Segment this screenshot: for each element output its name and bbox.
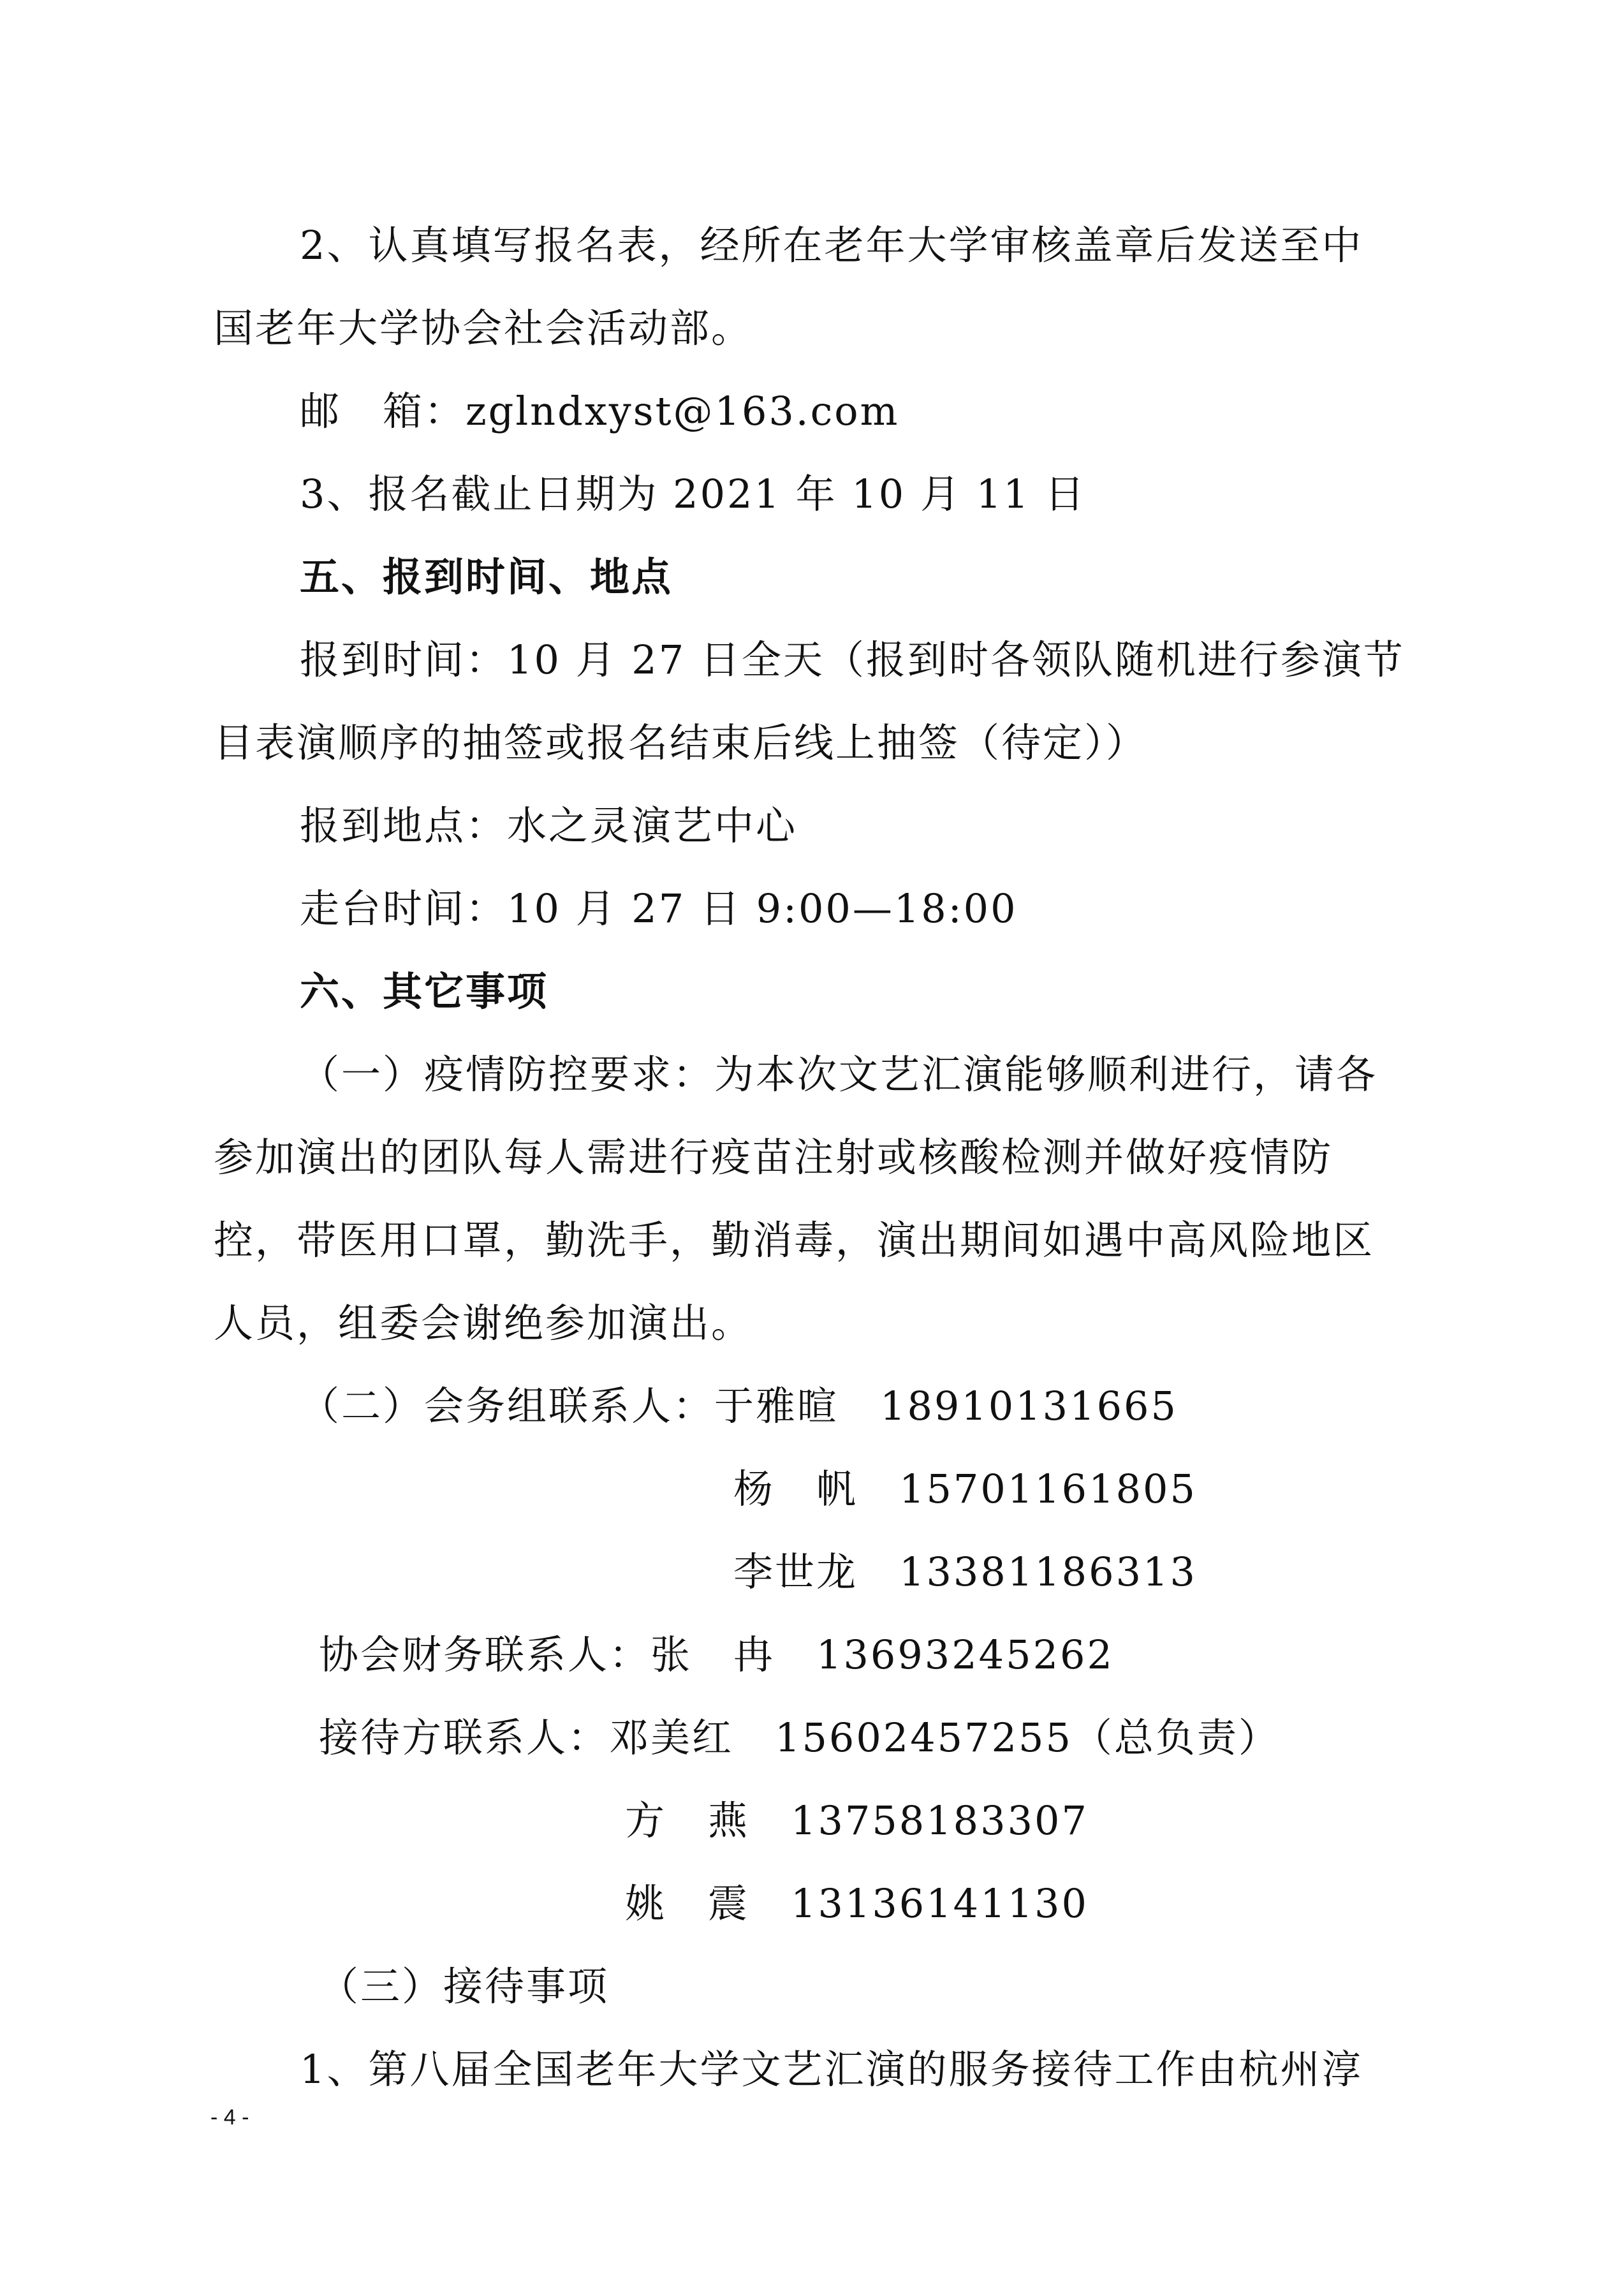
paragraph-line: 控，带医用口罩，勤洗手，勤消毒，演出期间如遇中高风险地区 [214,1217,1375,1263]
paragraph-line: 参加演出的团队每人需进行疫苗注射或核酸检测并做好疫情防 [214,1134,1333,1181]
contact-line: 接待方联系人：邓美红 15602457255（总负责） [319,1714,1280,1761]
paragraph-line: 人员，组委会谢绝参加演出。 [214,1300,753,1346]
paragraph-line: 目表演顺序的抽签或报名结束后线上抽签（待定）） [214,719,1148,766]
section-heading: 五、报到时间、地点 [300,554,673,600]
paragraph-line: 1、第八届全国老年大学文艺汇演的服务接待工作由杭州淳 [300,2046,1363,2093]
contact-line: 姚 震 13136141130 [625,1880,1089,1927]
contact-line: 方 燕 13758183307 [625,1797,1089,1844]
email-line: 邮 箱：zglndxyst@163.com [300,388,900,434]
page-number: - 4 - [210,2105,249,2130]
paragraph-line: 走台时间：10 月 27 日 9:00—18:00 [300,885,1018,932]
paragraph-line: 报到地点：水之灵演艺中心 [300,802,798,849]
contact-line: 李世龙 13381186313 [733,1549,1197,1595]
contact-line: 协会财务联系人：张 冉 13693245262 [319,1631,1114,1678]
contact-line: 杨 帆 15701161805 [733,1466,1197,1512]
paragraph-line: 国老年大学协会社会活动部。 [214,305,753,351]
section-heading: （三）接待事项 [319,1963,610,2010]
contact-line: （二）会务组联系人：于雅暄 18910131665 [300,1383,1178,1429]
deadline-line: 3、报名截止日期为 2021 年 10 月 11 日 [300,471,1087,517]
paragraph-line: （一）疫情防控要求：为本次文艺汇演能够顺利进行，请各 [300,1051,1378,1098]
paragraph-line: 报到时间：10 月 27 日全天（报到时各领队随机进行参演节 [300,637,1405,683]
section-heading: 六、其它事项 [300,968,549,1015]
paragraph-line: 2、认真填写报名表，经所在老年大学审核盖章后发送至中 [300,222,1363,269]
